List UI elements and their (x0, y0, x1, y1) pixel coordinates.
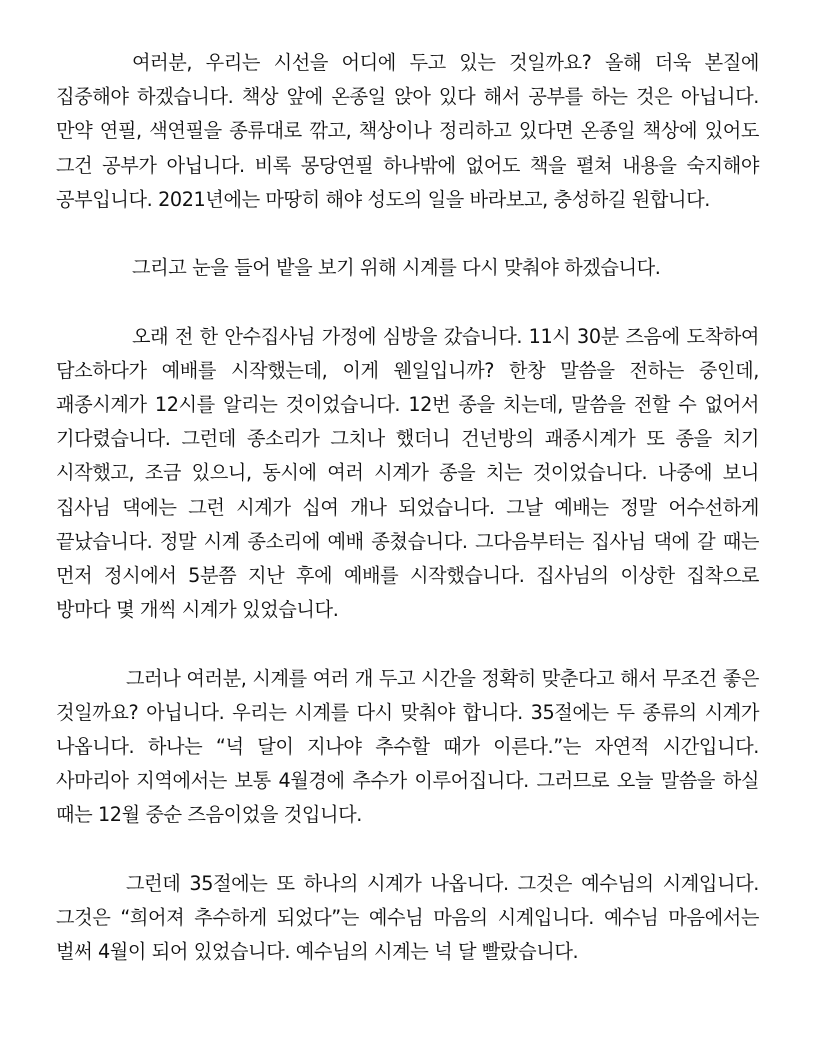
paragraph-gap (56, 627, 759, 661)
paragraph-focus-on-essence: 여러분, 우리는 시선을 어디에 두고 있는 것일까요? 올해 더욱 본질에 집중해야 하겠습니다. 책상 앞에 온종일 앉아 있다 해서 공부를 하는 것은 아닙니다. 만약 연필, 색연필을 종류대로 깎고, 책상이나 정리하고 있다면 온종일 책상에 있어도 그건 공부가 아닙니다. 비록 몽당연필 하나밖에 없어도 책을 펼쳐 내용을 숙지해야 공부입니다. 2021년에는 마땅히 해야 성도의 일을 바라보고, 충성하길 원합니다. (56, 51, 759, 211)
paragraph-jesus-clock: 그런데 35절에는 또 하나의 시계가 나옵니다. 그것은 예수님의 시계입니다. 그것은 “희어져 추수하게 되었다”는 예수님 마음의 시계입니다. 예수님 마음에서는 벌써 4월이 되어 있었습니다. 예수님의 시계는 넉 달 빨랐습니다. (56, 871, 759, 964)
paragraph-gap (56, 833, 759, 867)
document-body (56, 46, 759, 969)
paragraph-two-clocks: 그러나 여러분, 시계를 여러 개 두고 시간을 정확히 맞춘다고 해서 무조건 좋은 것일까요? 아닙니다. 우리는 시계를 다시 맞춰야 합니다. 35절에는 두 종류의 시계가 나옵니다. 하나는 “넉 달이 지나야 추수할 때가 이른다.”는 자연적 시간입니다. 사마리아 지역에서는 보통 4월경에 추수가 이루어집니다. 그러므로 오늘 말씀을 하실 때는 12월 중순 즈음이었을 것입니다. (56, 666, 759, 827)
paragraph-reset-clock: 그리고 눈을 들어 밭을 보기 위해 시계를 다시 맞춰야 하겠습니다. (132, 256, 661, 280)
paragraph-visitation-story: 오래 전 한 안수집사님 가정에 심방을 갔습니다. 11시 30분 즈음에 도착하여 담소하다가 예배를 시작했는데, 이게 웬일입니까? 한창 말씀을 전하는 중인데, 괘종시계가 12시를 알리는 것이었습니다. 12번 종을 치는데, 말씀을 전할 수 없어서 기다렸습니다. 그런데 종소리가 그치나 했더니 건넌방의 괘종시계가 또 종을 치기 시작했고, 조금 있으니, 동시에 여러 시계가 종을 치는 것이었습니다. 나중에 보니 집사님 댁에는 그런 시계가 십여 개나 되었습니다. 그날 예배는 정말 어수선하게 끝났습니다. 정말 시계 종소리에 예배 종쳤습니다. 그다음부터는 집사님 댁에 갈 때는 먼저 정시에서 5분쯤 지난 후에 예배를 시작했습니다. 집사님의 이상한 집착으로 방마다 몇 개씩 시계가 있었습니다. (56, 324, 759, 622)
paragraph-gap (56, 217, 759, 251)
paragraph-gap (56, 285, 759, 319)
